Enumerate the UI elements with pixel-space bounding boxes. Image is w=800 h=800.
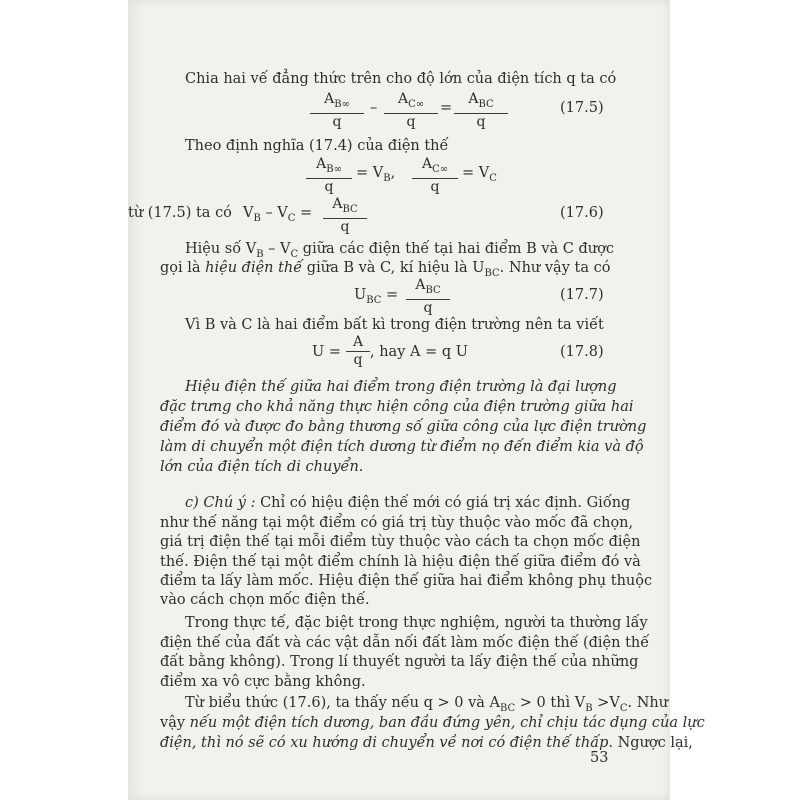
definition-line: đặc trưng cho khả năng thực hiện công của điện trường giữa hai <box>160 399 634 415</box>
definition-line: lớn của điện tích di chuyển. <box>160 459 364 475</box>
fraction: $\frac{A_{B\infty}}{q}$ <box>310 91 364 131</box>
equation-number: (17.6) <box>560 205 604 221</box>
equation-number: (17.7) <box>560 287 604 303</box>
note-line: giá trị điện thế tại mỗi điểm tùy thuộc vào cách ta chọn mốc điện <box>160 534 641 550</box>
note-label: c) Chú ý : <box>185 495 256 511</box>
note-line: thế. Điện thế tại một điểm chính là hiệu điện thế giữa điểm đó và <box>160 554 641 570</box>
fraction: $\frac{A_{C\infty}}{q}$ <box>384 91 438 131</box>
fraction: $\frac{A_{C\infty}}{q}$ <box>412 156 458 196</box>
note-line: như thế năng tại một điểm có giá trị tùy thuộc vào mốc đã chọn, <box>160 515 634 531</box>
equation-number: (17.8) <box>560 344 604 360</box>
paragraph-line: vậy nếu một điện tích dương, ban đầu đứng yên, chỉ chịu tác dụng của lực <box>160 715 705 731</box>
paragraph-line: điểm xa vô cực bằng không. <box>160 674 366 690</box>
fraction: $A_{BC}$ q <box>406 277 450 317</box>
definition-line: làm di chuyển một điện tích dương từ điểm nọ đến điểm kia và độ <box>160 439 644 455</box>
paragraph-line: Vì B và C là hai điểm bất kì trong điện trường nên ta viết <box>185 317 604 333</box>
paragraph-line: Chia hai vế đẳng thức trên cho độ lớn của điện tích q ta có <box>185 71 617 87</box>
paragraph-line: điện, thì nó sẽ có xu hướng di chuyển về nơi có điện thế thấp. Ngược lại, <box>160 735 693 751</box>
paragraph-line: điện thế của đất và các vật dẫn nối đất làm mốc điện thế (điện thế <box>160 635 650 651</box>
note-line: c) Chú ý : Chỉ có hiệu điện thế mới có giá trị xác định. Giống <box>185 495 631 511</box>
paragraph-line: Từ biểu thức (17.6), ta thấy nếu q > 0 và $A_{BC} > 0$ thì $V_B >V_C$. Như <box>185 695 669 714</box>
definition-line: điểm đó và được đo bằng thương số giữa công của lực điện trường <box>160 419 647 435</box>
definition-line: Hiệu điện thế giữa hai điểm trong điện trường là đại lượng <box>185 379 617 395</box>
note-line: vào cách chọn mốc điện thế. <box>160 592 370 608</box>
paragraph-line: Theo định nghĩa (17.4) của điện thế <box>185 138 449 154</box>
paragraph-line: gọi là hiệu điện thế giữa B và C, kí hiệu là $U_{BC}$. Như vậy ta có <box>160 260 611 279</box>
paragraph-line: Trong thực tế, đặc biệt trong thực nghiệm, người ta thường lấy <box>185 615 648 631</box>
fraction: $A_{BC}$ q <box>454 91 508 131</box>
fraction: $\frac{A}{q}$ <box>346 334 370 369</box>
page-number: 53 <box>590 750 609 766</box>
book-page: Chia hai vế đẳng thức trên cho độ lớn của điện tích q ta có $\frac{A_{B\infty}}{q}$ – $\frac{A_{C\infty}}{q}$ = $A_{BC}$ q (17.5) Theo định nghĩa (17.4) của điện thế $\frac{A_{B\infty}}{q}$ = $V_B$, $\frac{A_{C\infty}}{q}$ = $V_C$ từ (17.5) ta có $V_B - V_C$ = $A_{BC}$ q (17.6) Hiệu số $V_B - V_C$ giữa các điện thế tại hai điểm B và C được gọi là hiệu điện thế giữa B và C, kí hiệu là $U_{BC}$. Như vậy ta có $U_{BC}$ = $A_{BC}$ q (17.7) Vì B và C là hai điểm bất kì trong điện trường nên ta viết U = $\frac{A}{q}$ , hay A = q U (17.8) Hiệu điện thế giữa hai điểm trong điện trường là đại lượng đặc trưng cho khả năng thực hiện công của điện trường giữa hai điểm đó và được đo bằng thương số giữa công của lực điện trường làm di chuyển một điện tích dương từ điểm nọ đến điểm kia và độ lớn của điện tích di chuyển. c) Chú ý : Chỉ có hiệu điện thế mới có giá trị xác định. Giống như thế năng tại một điểm có giá trị tùy thuộc vào mốc đã chọn, giá trị điện thế tại mỗi điểm tùy thuộc vào cách ta chọn mốc điện thế. Điện thế tại một điểm chính là hiệu điện thế giữa điểm đó và điểm ta lấy làm mốc. Hiệu điện thế giữa hai điểm không phụ thuộc vào cách chọn mốc điện thế. Trong thực tế, đặc biệt trong thực nghiệm, người ta thường lấy điện thế của đất và các vật dẫn nối đất làm mốc điện thế (điện thế đất bằng không). Trong lí thuyết người ta lấy điện thế của những điểm xa vô cực bằng không. Từ biểu thức (17.6), ta thấy nếu q > 0 và $A_{BC} > 0$ thì $V_B >V_C$. Như vậy nếu một điện tích dương, ban đầu đứng yên, chỉ chịu tác dụng của lực điện, thì nó sẽ có xu hướng di chuyển về nơi có điện thế thấp. Ngược lại, 53 <box>128 0 670 800</box>
fraction: $A_{BC}$ q <box>323 196 367 236</box>
paragraph-line: Hiệu số $V_B - V_C$ giữa các điện thế tại hai điểm B và C được <box>185 241 614 260</box>
equation-number: (17.5) <box>560 100 604 116</box>
paragraph-line: đất bằng không). Trong lí thuyết người ta lấy điện thế của những <box>160 654 639 670</box>
note-line: điểm ta lấy làm mốc. Hiệu điện thế giữa hai điểm không phụ thuộc <box>160 573 653 589</box>
fraction: $\frac{A_{B\infty}}{q}$ <box>306 156 352 196</box>
